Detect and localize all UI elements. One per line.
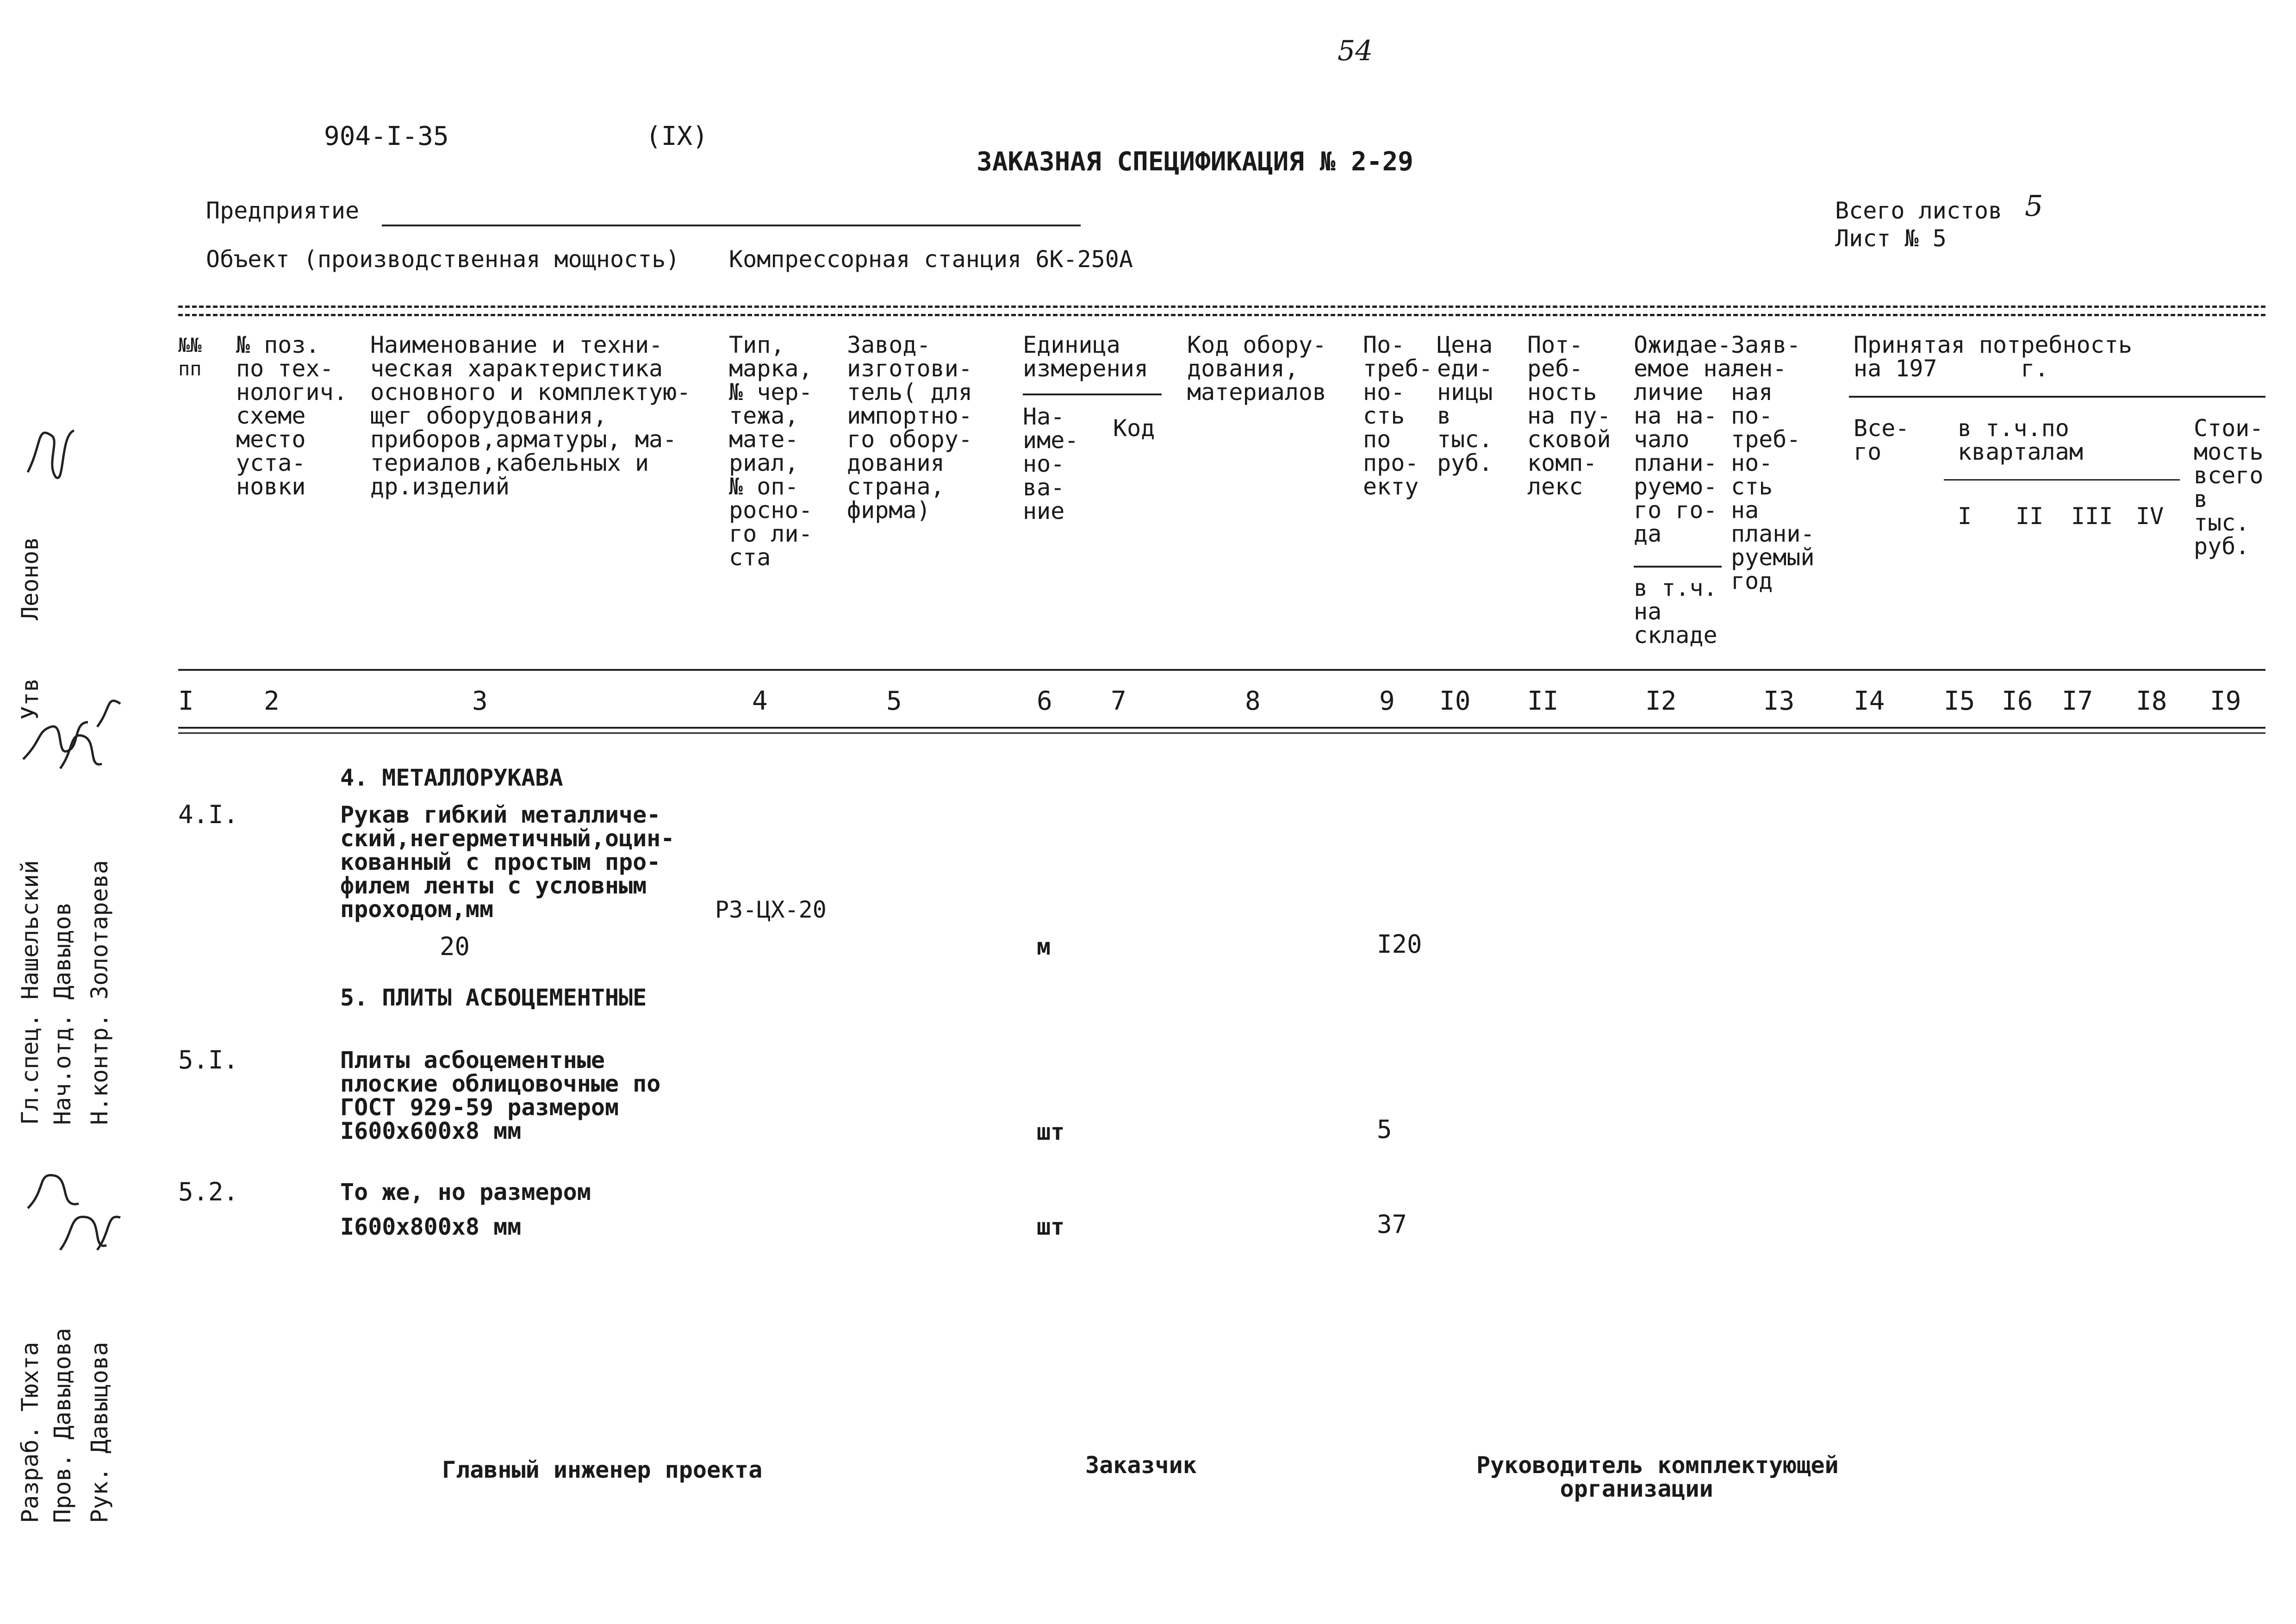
colnum-1: I xyxy=(178,686,194,716)
header-col6: На- име- но- ва- ние xyxy=(1023,403,1079,525)
colnum-9: 9 xyxy=(1379,686,1395,716)
row-name: То же, но размером xyxy=(340,1179,591,1206)
colnum-19: I9 xyxy=(2210,686,2241,716)
header-col12: Ожидае- емое на- личие на на- чало плани- руемо- го го- да xyxy=(1634,331,1745,547)
section-title: 4. МЕТАЛЛОРУКАВА xyxy=(340,764,563,791)
header-col12-stock: в т.ч. на складе xyxy=(1634,575,1717,649)
header-col15-18: в т.ч.по кварталам xyxy=(1958,415,2083,465)
header-q3: III xyxy=(2071,503,2113,530)
page-number: 54 xyxy=(1338,35,1373,67)
colnum-16: I6 xyxy=(2002,686,2033,716)
colnum-12: I2 xyxy=(1645,686,1677,716)
colnum-7: 7 xyxy=(1111,686,1126,716)
header-col12-rule xyxy=(1634,566,1722,568)
colnum-11: II xyxy=(1527,686,1559,716)
row-type: РЗ-ЦХ-20 xyxy=(715,896,827,923)
colnum-3: 3 xyxy=(472,686,488,716)
document-title: ЗАКАЗНАЯ СПЕЦИФИКАЦИЯ № 2-29 xyxy=(977,147,1414,177)
header-col11: Пот- реб- ность на пу- сковой комп- лекс xyxy=(1527,331,1611,500)
header-q2: II xyxy=(2016,503,2044,530)
total-sheets-label: Всего листов xyxy=(1835,197,2003,224)
row-size: 20 xyxy=(440,932,470,961)
header-q1: I xyxy=(1958,503,1972,530)
colnum-13: I3 xyxy=(1763,686,1795,716)
header-col5: Завод- изготови- тель( для импортно- го обору- дования страна, фирма) xyxy=(847,331,972,524)
header-col6-7: Единица измерения xyxy=(1023,331,1148,382)
header-col6-7-rule xyxy=(1023,394,1162,395)
enterprise-field xyxy=(382,225,1081,226)
enterprise-label: Предприятие xyxy=(206,197,360,224)
colnum-8: 8 xyxy=(1245,686,1261,716)
header-q4: IV xyxy=(2136,503,2164,530)
colnum-5: 5 xyxy=(886,686,902,716)
row-number: 5.I. xyxy=(178,1045,239,1074)
signature-marks xyxy=(9,407,130,1518)
total-sheets-value: 5 xyxy=(2025,189,2043,223)
header-col8: Код обору- дования, материалов xyxy=(1187,331,1327,406)
header-col19: Стои- мость всего в тыс. руб. xyxy=(2194,415,2264,560)
stamp-roles-col3b: Н.контр. Золотарева xyxy=(86,860,113,1125)
section-title: 5. ПЛИТЫ АСБОЦЕМЕНТНЫЕ xyxy=(340,984,647,1011)
sheet-number: Лист № 5 xyxy=(1835,225,1947,252)
volume-number: (IX) xyxy=(646,121,708,151)
footer-customer: Заказчик xyxy=(1085,1452,1197,1479)
header-col9: По- треб- но- сть по про- екту xyxy=(1363,331,1433,500)
row-size: I600х800х8 мм xyxy=(340,1213,522,1240)
colnum-14: I4 xyxy=(1854,686,1885,716)
footer-supplier-head: Руководитель комплектующей организации xyxy=(1476,1452,1839,1502)
stamp-roles-col2b: Нач.отд. Давыдов xyxy=(49,902,76,1125)
colnum-10: I0 xyxy=(1439,686,1471,716)
colnum-4: 4 xyxy=(752,686,768,716)
header-col10: Цена еди- ницы в тыс. руб. xyxy=(1437,331,1493,476)
stamp-roles-col2: Пров. Давыдова xyxy=(49,1328,76,1523)
colnum-15: I5 xyxy=(1944,686,1975,716)
row-number: 5.2. xyxy=(178,1177,239,1206)
header-col13: Заяв- лен- ная по- треб- но- сть на плани- руемый год xyxy=(1731,331,1815,594)
row-qty: I20 xyxy=(1377,930,1422,959)
stamp-approve: Утв xyxy=(17,678,44,720)
row-number: 4.I. xyxy=(178,800,239,829)
object-value: Компрессорная станция 6К-250А xyxy=(729,246,1133,273)
document-code: 904-I-35 xyxy=(324,121,449,151)
object-label: Объект (производственная мощность) xyxy=(206,246,680,273)
table-top-rule xyxy=(178,306,2265,308)
colnum-bottom-rule xyxy=(178,727,2265,729)
colnum-bottom-rule-2 xyxy=(178,732,2265,734)
header-bottom-rule xyxy=(178,669,2265,671)
colnum-2: 2 xyxy=(264,686,280,716)
stamp-roles-col3: Рук. Давыцова xyxy=(86,1342,113,1523)
header-col1: №№ пп xyxy=(178,334,202,380)
row-unit: шт xyxy=(1037,1213,1065,1240)
table-top-rule-2 xyxy=(178,314,2265,316)
header-col4: Тип, марка, № чер- тежа, мате- риал, № оп- росно- го ли- ста xyxy=(729,331,813,571)
row-unit: шт xyxy=(1037,1118,1065,1145)
header-col14: Все- го xyxy=(1854,415,1910,465)
row-qty: 5 xyxy=(1377,1115,1392,1144)
header-col14-19: Принятая потребность на 197 г. xyxy=(1854,331,2133,382)
stamp-roles-col1: Разраб. Тюхта xyxy=(17,1342,44,1523)
row-name: Рукав гибкий металличе- ский,негерметичный,оцин- кованный с простым про- филем ленты с условным проходом,мм xyxy=(340,801,675,923)
stamp-leonov: Леонов xyxy=(17,537,44,620)
header-col3: Наименование и техни- ческая характеристика основного и комплектую- щег оборудования, приборов,арматуры, ма- териалов,кабельных и др.изделий xyxy=(370,331,691,500)
row-unit: м xyxy=(1037,933,1051,960)
colnum-6: 6 xyxy=(1037,686,1052,716)
header-col7: Код xyxy=(1113,415,1155,442)
row-name: Плиты асбоцементные плоские облицовочные по ГОСТ 929-59 размером I600х600х8 мм xyxy=(340,1047,661,1144)
header-col14-19-rule xyxy=(1849,396,2265,398)
row-qty: 37 xyxy=(1377,1210,1407,1239)
colnum-17: I7 xyxy=(2062,686,2093,716)
colnum-18: I8 xyxy=(2136,686,2167,716)
header-col2: № поз. по тех- нологич. схеме место уста- новки xyxy=(236,331,348,500)
footer-chief-engineer: Главный инженер проекта xyxy=(442,1456,763,1483)
header-quarters-rule xyxy=(1944,479,2180,481)
stamp-roles-col1b: Гл.спец. Нашельский xyxy=(17,860,44,1125)
